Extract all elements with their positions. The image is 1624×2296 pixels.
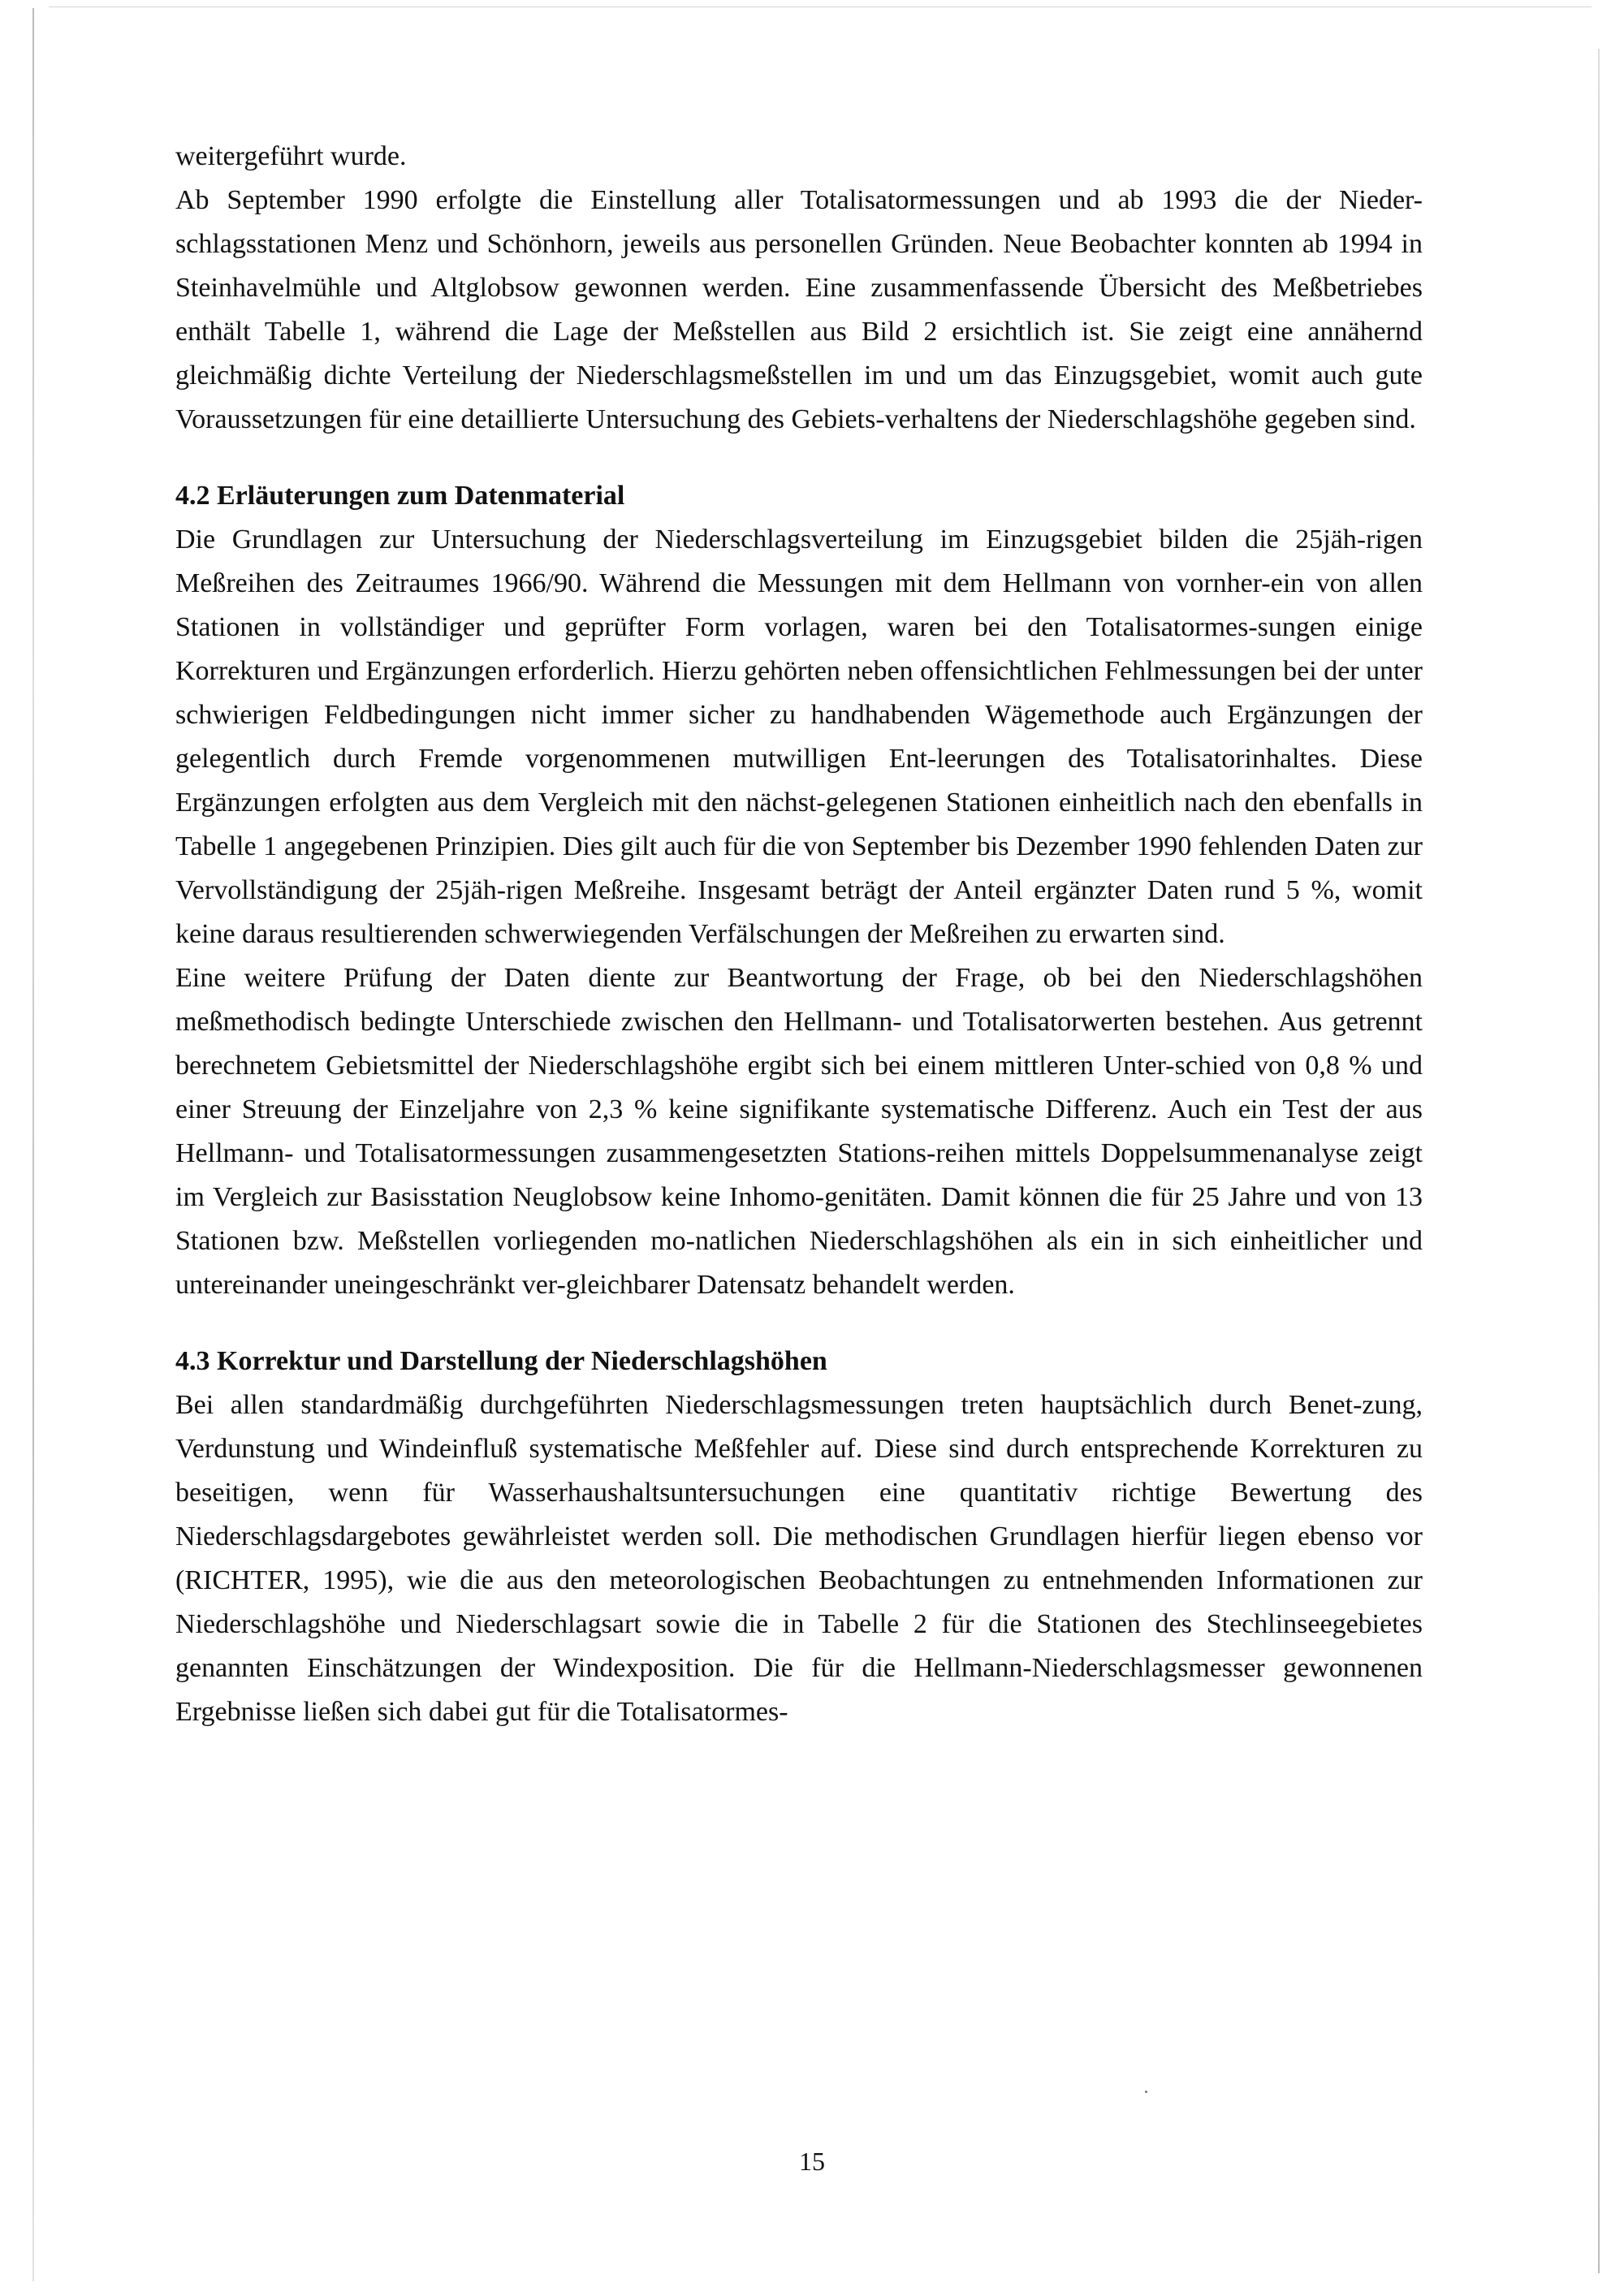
paragraph-data-basis: Die Grundlagen zur Untersuchung der Niederschlagsverteilung im Einzugsgebiet bilden die 25jäh-rigen Meßreihen des Zeitraumes 1966/90. Während die Messungen mit dem Hellmann von vornher-ein von allen Stationen in vollständiger und geprüfter Form vorlagen, waren bei den Totalisatormes-sungen einige Korrekturen und Ergänzungen erforderlich. Hierzu gehörten neben offensichtlichen Fehlmessungen bei der unter schwierigen Feldbedingungen nicht immer sicher zu handhabenden Wägemethode auch Ergänzungen der gelegentlich durch Fremde vorgenommenen mutwilligen Ent-leerungen des Totalisatorinhaltes. Diese Ergänzungen erfolgten aus dem Vergleich mit den nächst-gelegenen Stationen einheitlich nach den ebenfalls in Tabelle 1 angegebenen Prinzipien. Dies gilt auch für die von September bis Dezember 1990 fehlenden Daten zur Vervollständigung der 25jäh-rigen Meßreihe. Insgesamt beträgt der Anteil ergänzter Daten rund 5 %, womit keine daraus resultierenden schwerwiegenden Verfälschungen der Meßreihen zu erwarten sind. <box>175 524 1423 949</box>
paragraph-data-check: Eine weitere Prüfung der Daten diente zur Beantwortung der Frage, ob bei den Niederschlagshöhen meßmethodisch bedingte Unterschiede zwischen den Hellmann- und Totalisatorwerten bestehen. Aus getrennt berechnetem Gebietsmittel der Niederschlagshöhe ergibt sich bei einem mittleren Unter-schied von 0,8 % und einer Streuung der Einzeljahre von 2,3 % keine signifikante systematische Differenz. Auch ein Test der aus Hellmann- und Totalisatormessungen zusammengesetzten Stations-reihen mittels Doppelsummenanalyse zeigt im Vergleich zur Basisstation Neuglobsow keine Inhomo-genitäten. Damit können die für 25 Jahre und von 13 Stationen bzw. Meßstellen vorliegenden mo-natlichen Niederschlagshöhen als ein in sich einheitlicher und untereinander uneingeschränkt ver-gleichbarer Datensatz behandelt werden. <box>175 963 1423 1300</box>
paragraph-intro-continuation: weitergeführt wurde. <box>175 141 407 171</box>
scan-top-edge <box>49 6 1592 7</box>
scan-left-edge <box>32 8 34 2281</box>
section-gap <box>175 1307 1423 1340</box>
page-body <box>175 135 1423 1734</box>
scan-speck <box>1145 2091 1147 2093</box>
scan-right-edge <box>1598 49 1600 2273</box>
paragraph-measurement-operation: Ab September 1990 erfolgte die Einstellung aller Totalisatormessungen und ab 1993 die der Nieder-schlagsstationen Menz und Schönhorn, jeweils aus personellen Gründen. Neue Beobachter konnten ab 1994 in Steinhavelmühle und Altglobsow gewonnen werden. Eine zusammenfassende Übersicht des Meßbetriebes enthält Tabelle 1, während die Lage der Meßstellen aus Bild 2 ersichtlich ist. Sie zeigt eine annähernd gleichmäßig dichte Verteilung der Niederschlagsmeßstellen im und um das Einzugsgebiet, womit auch gute Voraussetzungen für eine detaillierte Untersuchung des Gebiets-verhaltens der Niederschlagshöhe gegeben sind. <box>175 185 1423 434</box>
section-heading-4-3: 4.3 Korrektur und Darstellung der Niederschlagshöhen <box>175 1346 827 1376</box>
paragraph-correction: Bei allen standardmäßig durchgeführten Niederschlagsmessungen treten hauptsächlich durch Benet-zung, Verdunstung und Windeinfluß systematische Meßfehler auf. Diese sind durch entsprechende Korrekturen zu beseitigen, wenn für Wasserhaushaltsuntersuchungen eine quantitativ richtige Bewertung des Niederschlagsdargebotes gewährleistet werden soll. Die methodischen Grundlagen hierfür liegen ebenso vor (RICHTER, 1995), wie die aus den meteorologischen Beobachtungen zu entnehmenden Informationen zur Niederschlagshöhe und Niederschlagsart sowie die in Tabelle 2 für die Stationen des Stechlinseegebietes genannten Einschätzungen der Windexposition. Die für die Hellmann-Niederschlagsmesser gewonnenen Ergebnisse ließen sich dabei gut für die Totalisatormes- <box>175 1390 1423 1727</box>
section-heading-4-2: 4.2 Erläuterungen zum Datenmaterial <box>175 481 625 511</box>
page-number: 15 <box>799 2147 825 2176</box>
section-gap <box>175 442 1423 474</box>
